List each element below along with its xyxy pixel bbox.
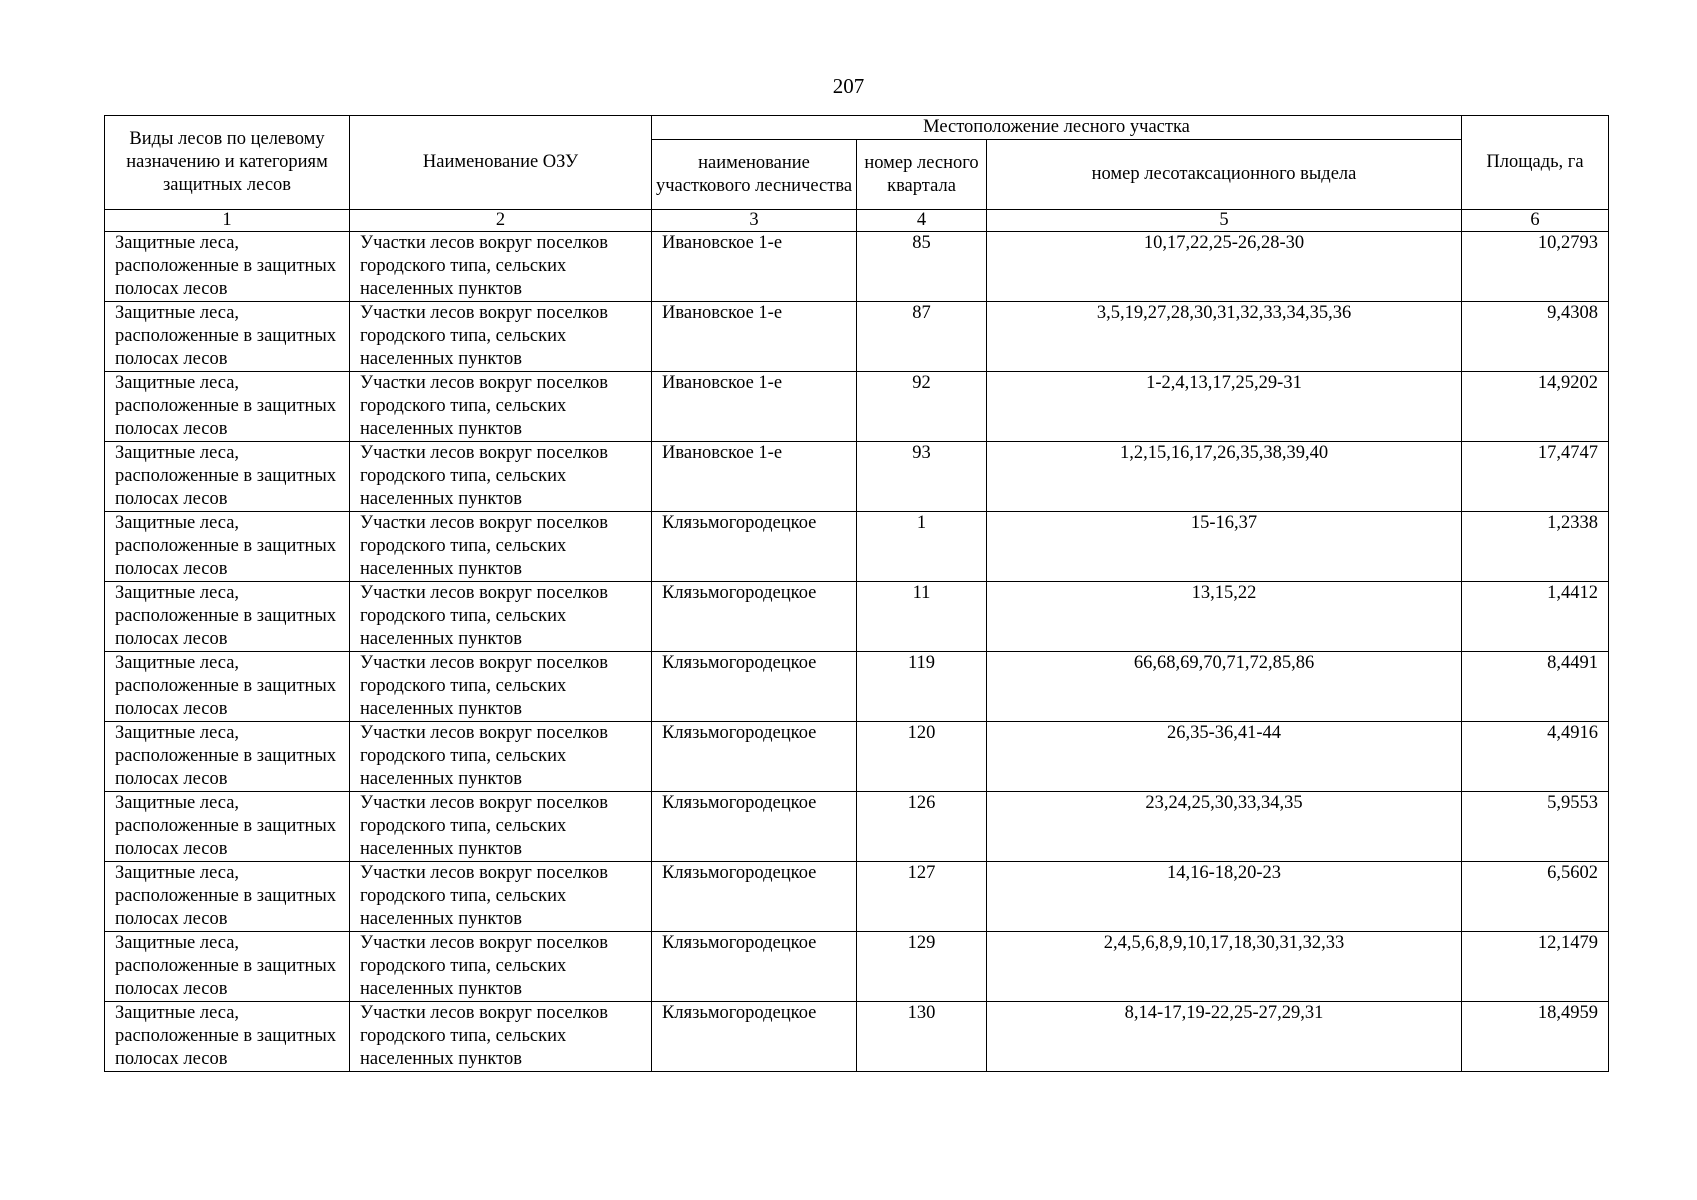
cell-plot-numbers: 1,2,15,16,17,26,35,38,39,40 <box>987 442 1462 512</box>
column-number: 1 <box>105 210 350 232</box>
cell-area: 6,5602 <box>1462 862 1609 932</box>
cell-forest-type: Защитные леса, расположенные в защитных полосах лесов <box>105 792 350 862</box>
cell-ozu-name: Участки лесов вокруг поселков городского типа, сельских населенных пунктов <box>350 932 652 1002</box>
cell-plot-numbers: 8,14-17,19-22,25-27,29,31 <box>987 1002 1462 1072</box>
cell-ozu-name: Участки лесов вокруг поселков городского типа, сельских населенных пунктов <box>350 792 652 862</box>
page-number: 207 <box>832 74 865 98</box>
cell-quarter-number: 1 <box>857 512 987 582</box>
table-row <box>105 372 1609 442</box>
cell-forest-type: Защитные леса, расположенные в защитных полосах лесов <box>105 372 350 442</box>
cell-forestry-name: Клязьмогородецкое <box>652 862 857 932</box>
cell-plot-numbers: 2,4,5,6,8,9,10,17,18,30,31,32,33 <box>987 932 1462 1002</box>
cell-plot-numbers: 23,24,25,30,33,34,35 <box>987 792 1462 862</box>
cell-ozu-name: Участки лесов вокруг поселков городского типа, сельских населенных пунктов <box>350 232 652 302</box>
header-quarter-number: номер лесного квартала <box>857 140 987 210</box>
cell-forestry-name: Ивановское 1-е <box>652 302 857 372</box>
cell-ozu-name: Участки лесов вокруг поселков городского типа, сельских населенных пунктов <box>350 302 652 372</box>
cell-area: 12,1479 <box>1462 932 1609 1002</box>
cell-forestry-name: Клязьмогородецкое <box>652 652 857 722</box>
cell-forest-type: Защитные леса, расположенные в защитных полосах лесов <box>105 862 350 932</box>
cell-ozu-name: Участки лесов вокруг поселков городского типа, сельских населенных пунктов <box>350 372 652 442</box>
cell-area: 4,4916 <box>1462 722 1609 792</box>
cell-plot-numbers: 13,15,22 <box>987 582 1462 652</box>
cell-forestry-name: Клязьмогородецкое <box>652 932 857 1002</box>
cell-area: 17,4747 <box>1462 442 1609 512</box>
cell-ozu-name: Участки лесов вокруг поселков городского типа, сельских населенных пунктов <box>350 652 652 722</box>
cell-forestry-name: Клязьмогородецкое <box>652 512 857 582</box>
cell-area: 1,2338 <box>1462 512 1609 582</box>
cell-forestry-name: Клязьмогородецкое <box>652 582 857 652</box>
cell-quarter-number: 129 <box>857 932 987 1002</box>
cell-quarter-number: 119 <box>857 652 987 722</box>
column-number: 5 <box>987 210 1462 232</box>
cell-area: 18,4959 <box>1462 1002 1609 1072</box>
cell-ozu-name: Участки лесов вокруг поселков городского типа, сельских населенных пунктов <box>350 722 652 792</box>
cell-area: 5,9553 <box>1462 792 1609 862</box>
cell-plot-numbers: 66,68,69,70,71,72,85,86 <box>987 652 1462 722</box>
header-forest-type: Виды лесов по целевому назначению и категориям защитных лесов <box>105 116 350 210</box>
cell-ozu-name: Участки лесов вокруг поселков городского типа, сельских населенных пунктов <box>350 442 652 512</box>
table-row <box>105 442 1609 512</box>
cell-forest-type: Защитные леса, расположенные в защитных полосах лесов <box>105 1002 350 1072</box>
cell-forest-type: Защитные леса, расположенные в защитных полосах лесов <box>105 512 350 582</box>
cell-forestry-name: Ивановское 1-е <box>652 372 857 442</box>
cell-area: 8,4491 <box>1462 652 1609 722</box>
cell-forestry-name: Клязьмогородецкое <box>652 1002 857 1072</box>
cell-forestry-name: Клязьмогородецкое <box>652 722 857 792</box>
cell-ozu-name: Участки лесов вокруг поселков городского типа, сельских населенных пунктов <box>350 512 652 582</box>
cell-forest-type: Защитные леса, расположенные в защитных полосах лесов <box>105 582 350 652</box>
cell-forestry-name: Ивановское 1-е <box>652 442 857 512</box>
cell-quarter-number: 85 <box>857 232 987 302</box>
header-location-group: Местоположение лесного участка <box>652 116 1462 140</box>
cell-plot-numbers: 10,17,22,25-26,28-30 <box>987 232 1462 302</box>
cell-area: 14,9202 <box>1462 372 1609 442</box>
forest-plots-table <box>104 115 1609 1072</box>
cell-area: 9,4308 <box>1462 302 1609 372</box>
column-number: 6 <box>1462 210 1609 232</box>
table-row <box>105 932 1609 1002</box>
table-row <box>105 302 1609 372</box>
table-row <box>105 792 1609 862</box>
column-number: 3 <box>652 210 857 232</box>
cell-plot-numbers: 14,16-18,20-23 <box>987 862 1462 932</box>
header-row-top <box>105 116 1609 140</box>
cell-forest-type: Защитные леса, расположенные в защитных полосах лесов <box>105 442 350 512</box>
table-row <box>105 512 1609 582</box>
cell-area: 10,2793 <box>1462 232 1609 302</box>
header-forestry-name: наименование участкового лесничества <box>652 140 857 210</box>
cell-plot-numbers: 3,5,19,27,28,30,31,32,33,34,35,36 <box>987 302 1462 372</box>
cell-forest-type: Защитные леса, расположенные в защитных полосах лесов <box>105 302 350 372</box>
cell-area: 1,4412 <box>1462 582 1609 652</box>
cell-forestry-name: Клязьмогородецкое <box>652 792 857 862</box>
cell-quarter-number: 127 <box>857 862 987 932</box>
cell-plot-numbers: 1-2,4,13,17,25,29-31 <box>987 372 1462 442</box>
cell-quarter-number: 93 <box>857 442 987 512</box>
cell-forestry-name: Ивановское 1-е <box>652 232 857 302</box>
cell-quarter-number: 87 <box>857 302 987 372</box>
table-row <box>105 862 1609 932</box>
header-plot-number: номер лесотаксационного выдела <box>987 140 1462 210</box>
cell-forest-type: Защитные леса, расположенные в защитных полосах лесов <box>105 232 350 302</box>
column-number: 2 <box>350 210 652 232</box>
column-number-row <box>105 210 1609 232</box>
cell-ozu-name: Участки лесов вокруг поселков городского типа, сельских населенных пунктов <box>350 862 652 932</box>
table-row <box>105 1002 1609 1072</box>
cell-plot-numbers: 15-16,37 <box>987 512 1462 582</box>
cell-quarter-number: 92 <box>857 372 987 442</box>
column-number: 4 <box>857 210 987 232</box>
header-ozu-name: Наименование ОЗУ <box>350 116 652 210</box>
cell-plot-numbers: 26,35-36,41-44 <box>987 722 1462 792</box>
table-row <box>105 582 1609 652</box>
table-row <box>105 722 1609 792</box>
cell-quarter-number: 120 <box>857 722 987 792</box>
cell-forest-type: Защитные леса, расположенные в защитных полосах лесов <box>105 932 350 1002</box>
cell-quarter-number: 130 <box>857 1002 987 1072</box>
cell-forest-type: Защитные леса, расположенные в защитных полосах лесов <box>105 722 350 792</box>
header-area: Площадь, га <box>1462 116 1609 210</box>
table-row <box>105 232 1609 302</box>
cell-ozu-name: Участки лесов вокруг поселков городского типа, сельских населенных пунктов <box>350 582 652 652</box>
cell-forest-type: Защитные леса, расположенные в защитных полосах лесов <box>105 652 350 722</box>
cell-ozu-name: Участки лесов вокруг поселков городского типа, сельских населенных пунктов <box>350 1002 652 1072</box>
cell-quarter-number: 126 <box>857 792 987 862</box>
cell-quarter-number: 11 <box>857 582 987 652</box>
table-row <box>105 652 1609 722</box>
